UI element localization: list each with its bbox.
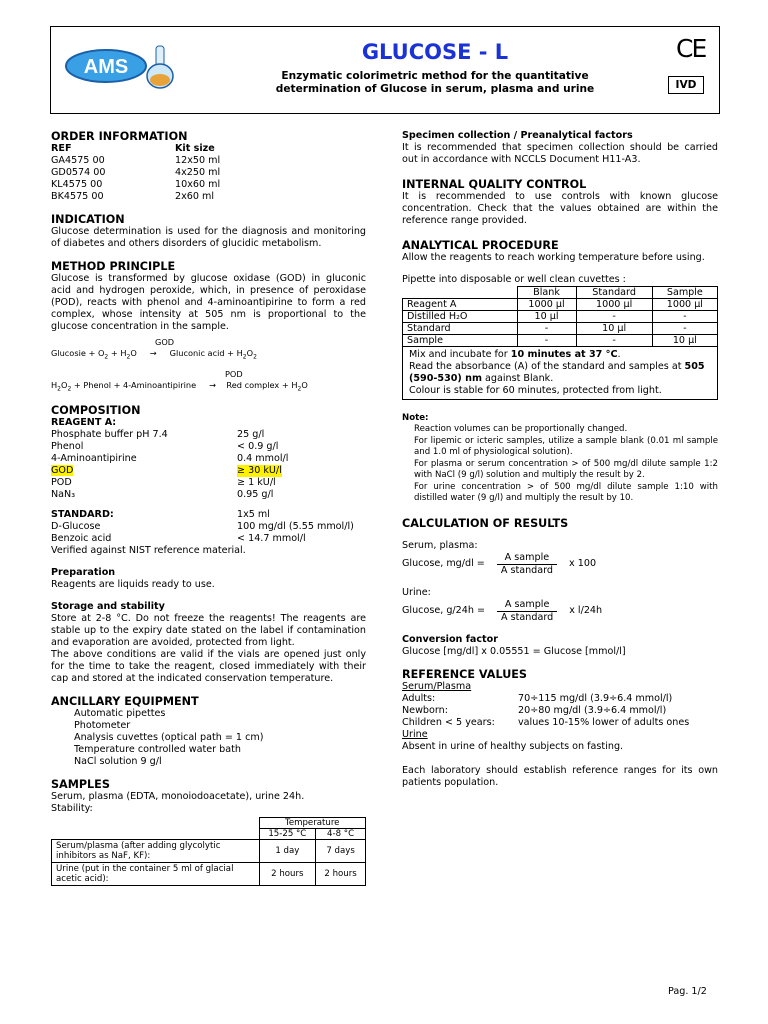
note-list: [402, 424, 718, 505]
pipette-instruction: Pipette into disposable or well clean cuvettes :: [402, 274, 626, 285]
order-heading: ORDER INFORMATION: [51, 130, 188, 143]
conversion-heading: Conversion factor: [402, 633, 498, 645]
table-row: Reagent A 1000 µl 1000 µl 1000 µl: [403, 299, 718, 311]
list-item: For urine concentration > of 500 mg/dl dilute sample 1:10 with distilled water (9 g/l) and multiply the result by 10.: [414, 481, 718, 503]
list-item: Photometer: [74, 720, 131, 732]
table-header: Sample: [652, 287, 717, 299]
composition-item-highlighted: GOD ≥ 30 kU/l: [51, 465, 282, 477]
page-subtitle: Enzymatic colorimetric method for the quantitative determination of Glucose in serum, plasma and urine: [275, 70, 595, 95]
note-heading: Note:: [402, 413, 429, 423]
list-item: For plasma or serum concentration > of 500 mg/dl dilute sample 1:2 with NaCl (9 g/l) solution and multiply the result by 2.: [414, 458, 718, 480]
order-row: GA4575 00 12x50 ml: [51, 155, 221, 166]
right-column: [402, 130, 718, 789]
conversion-text: Glucose [mg/dl] x 0.05551 = Glucose [mmol/l]: [402, 645, 626, 657]
stability-label: Stability:: [51, 803, 93, 815]
serum-plasma-subheading: Serum/Plasma: [402, 680, 472, 692]
samples-text: Serum, plasma (EDTA, monoiodoacetate), urine 24h.: [51, 791, 305, 803]
procedure-instructions: Mix and incubate for 10 minutes at 37 °C. Read the absorbance (A) of the standard and samples at 505 (590-530) nm against Blank. Colour is stable for 60 minutes, protected from light.: [403, 347, 718, 400]
list-item: Automatic pipettes: [74, 708, 166, 720]
reaction-equation-2: POD $H_2O_2$ + Phenol + 4-Aminoantipirine → Red complex + $H_2O$: [51, 368, 308, 393]
composition-item: Phenol < 0.9 g/l: [51, 441, 279, 453]
method-heading: METHOD PRINCIPLE: [51, 260, 176, 273]
composition-heading: COMPOSITION: [51, 404, 141, 418]
order-row: GD0574 00 4x250 ml: [51, 167, 221, 178]
table-header: Blank: [517, 287, 576, 299]
composition-item: POD ≥ 1 kU/l: [51, 477, 276, 489]
reference-row: Adults: 70÷115 mg/dl (3.9÷6.4 mmol/l): [402, 692, 673, 704]
procedure-heading: ANALYTICAL PROCEDURE: [402, 239, 559, 252]
stability-table: [51, 817, 366, 886]
order-row: BK4575 00 2x60 ml: [51, 191, 215, 202]
order-row: KL4575 00 10x60 ml: [51, 179, 221, 190]
list-item: Analysis cuvettes (optical path = 1 cm): [74, 732, 264, 744]
indication-heading: INDICATION: [51, 213, 125, 226]
reference-row: Newborn: 20÷80 mg/dl (3.9÷6.4 mmol/l): [402, 704, 667, 716]
samples-heading: SAMPLES: [51, 778, 110, 792]
ams-logo: [64, 42, 174, 94]
procedure-text: Allow the reagents to reach working temperature before using.: [402, 252, 705, 263]
ancillary-list: [51, 708, 366, 768]
urine-formula: Glucose, g/24h = $\frac{\text{A sample}}{\text{A standard}}$ x l/24h: [402, 598, 603, 623]
standard-item: D-Glucose 100 mg/dl (5.55 mmol/l): [51, 521, 354, 533]
list-item: Reaction volumes can be proportionally changed.: [414, 424, 628, 434]
reaction-equation-1: GOD Glucosie + $O_2 + H_2O$ → Gluconic acid + $H_2O_2$: [51, 337, 257, 361]
composition-item: Phosphate buffer pH 7.4 25 g/l: [51, 429, 265, 441]
page-number: Pag. 1/2: [668, 986, 707, 997]
reference-row: Children < 5 years: values 10-15% lower of adults ones: [402, 716, 690, 728]
iqc-text: It is recommended to use controls with known glucose concentration. Check that the values obtained are within the reference range provided.: [402, 191, 718, 226]
method-text: Glucose is transformed by glucose oxidase (GOD) in gluconic acid and hydrogen peroxide, which, in presence of peroxidase (POD), reacts with phenol and 4-aminoantipirine to form a red complex, whose intensity at 505 nm is proportional to the glucose concentration in the sample.: [51, 273, 366, 332]
calculation-heading: CALCULATION OF RESULTS: [402, 516, 569, 530]
table-header: Standard: [576, 287, 652, 299]
composition-item: 4-Aminoantipirine 0.4 mmol/l: [51, 453, 289, 465]
pipetting-table: [402, 286, 718, 400]
order-header-row: REF Kit size: [51, 143, 215, 154]
nist-note: Verified against NIST reference material.: [51, 545, 246, 557]
specimen-text: It is recommended that specimen collection should be carried out in accordance with NCCLS Document H11-A3.: [402, 142, 718, 165]
lab-reference-text: Each laboratory should establish reference ranges for its own patients population.: [402, 764, 718, 788]
specimen-heading: Specimen collection / Preanalytical factors: [402, 130, 633, 141]
list-item: NaCl solution 9 g/l: [74, 756, 162, 768]
storage-text-2: The above conditions are valid if the vials are opened just only for the time to take the reagent, closed immediately with their cap and stored at the indicated conservation temperature.: [51, 649, 366, 685]
table-row: Serum/plasma (after adding glycolytic inhibitors as NaF, KF): 1 day 7 days: [52, 840, 366, 863]
svg-text:AMS: AMS: [83, 56, 129, 78]
preparation-heading: Preparation: [51, 567, 116, 579]
serum-label: Serum, plasma:: [402, 539, 478, 551]
storage-heading: Storage and stability: [51, 601, 165, 613]
list-item: For lipemic or icteric samples, utilize a sample blank (0.01 ml sample and 1.0 ml of physiological solution).: [414, 435, 718, 457]
serum-formula: Glucose, mg/dl = $\frac{\text{A sample}}{\text{A standard}}$ x 100: [402, 551, 597, 576]
indication-text: Glucose determination is used for the diagnosis and monitoring of diabetes and others disorders of glucidic metabolism.: [51, 226, 366, 249]
table-row: Urine (put in the container 5 ml of glacial acetic acid): 2 hours 2 hours: [52, 863, 366, 886]
reagent-a-label: REAGENT A:: [51, 417, 117, 429]
table-header: 15-25 °C: [259, 829, 316, 840]
urine-subheading: Urine: [402, 728, 428, 740]
standard-item: Benzoic acid < 14.7 mmol/l: [51, 533, 306, 545]
table-header: 4-8 °C: [316, 829, 366, 840]
urine-label: Urine:: [402, 586, 431, 598]
ce-mark: CE: [676, 34, 706, 63]
table-row: Standard - 10 µl -: [403, 323, 718, 335]
ancillary-heading: ANCILLARY EQUIPMENT: [51, 695, 199, 709]
iqc-heading: INTERNAL QUALITY CONTROL: [402, 178, 587, 191]
table-row: Distilled H₂O 10 µl - -: [403, 311, 718, 323]
standard-row: STANDARD: 1x5 ml: [51, 509, 270, 521]
list-item: Temperature controlled water bath: [74, 744, 241, 756]
left-column: [51, 130, 366, 886]
composition-item: NaN₃ 0.95 g/l: [51, 489, 274, 501]
table-header: Temperature: [259, 818, 366, 829]
storage-text: Store at 2-8 °C. Do not freeze the reagents! The reagents are stable up to the expiry date stated on the label if contamination and evaporation are avoided, protected from light.: [51, 613, 366, 649]
urine-reference-text: Absent in urine of healthy subjects on fasting.: [402, 740, 624, 752]
table-row: Sample - - 10 µl: [403, 335, 718, 347]
preparation-text: Reagents are liquids ready to use.: [51, 579, 215, 591]
ivd-mark: IVD: [668, 76, 704, 94]
reference-heading: REFERENCE VALUES: [402, 667, 527, 681]
page-title: GLUCOSE - L: [361, 40, 509, 64]
